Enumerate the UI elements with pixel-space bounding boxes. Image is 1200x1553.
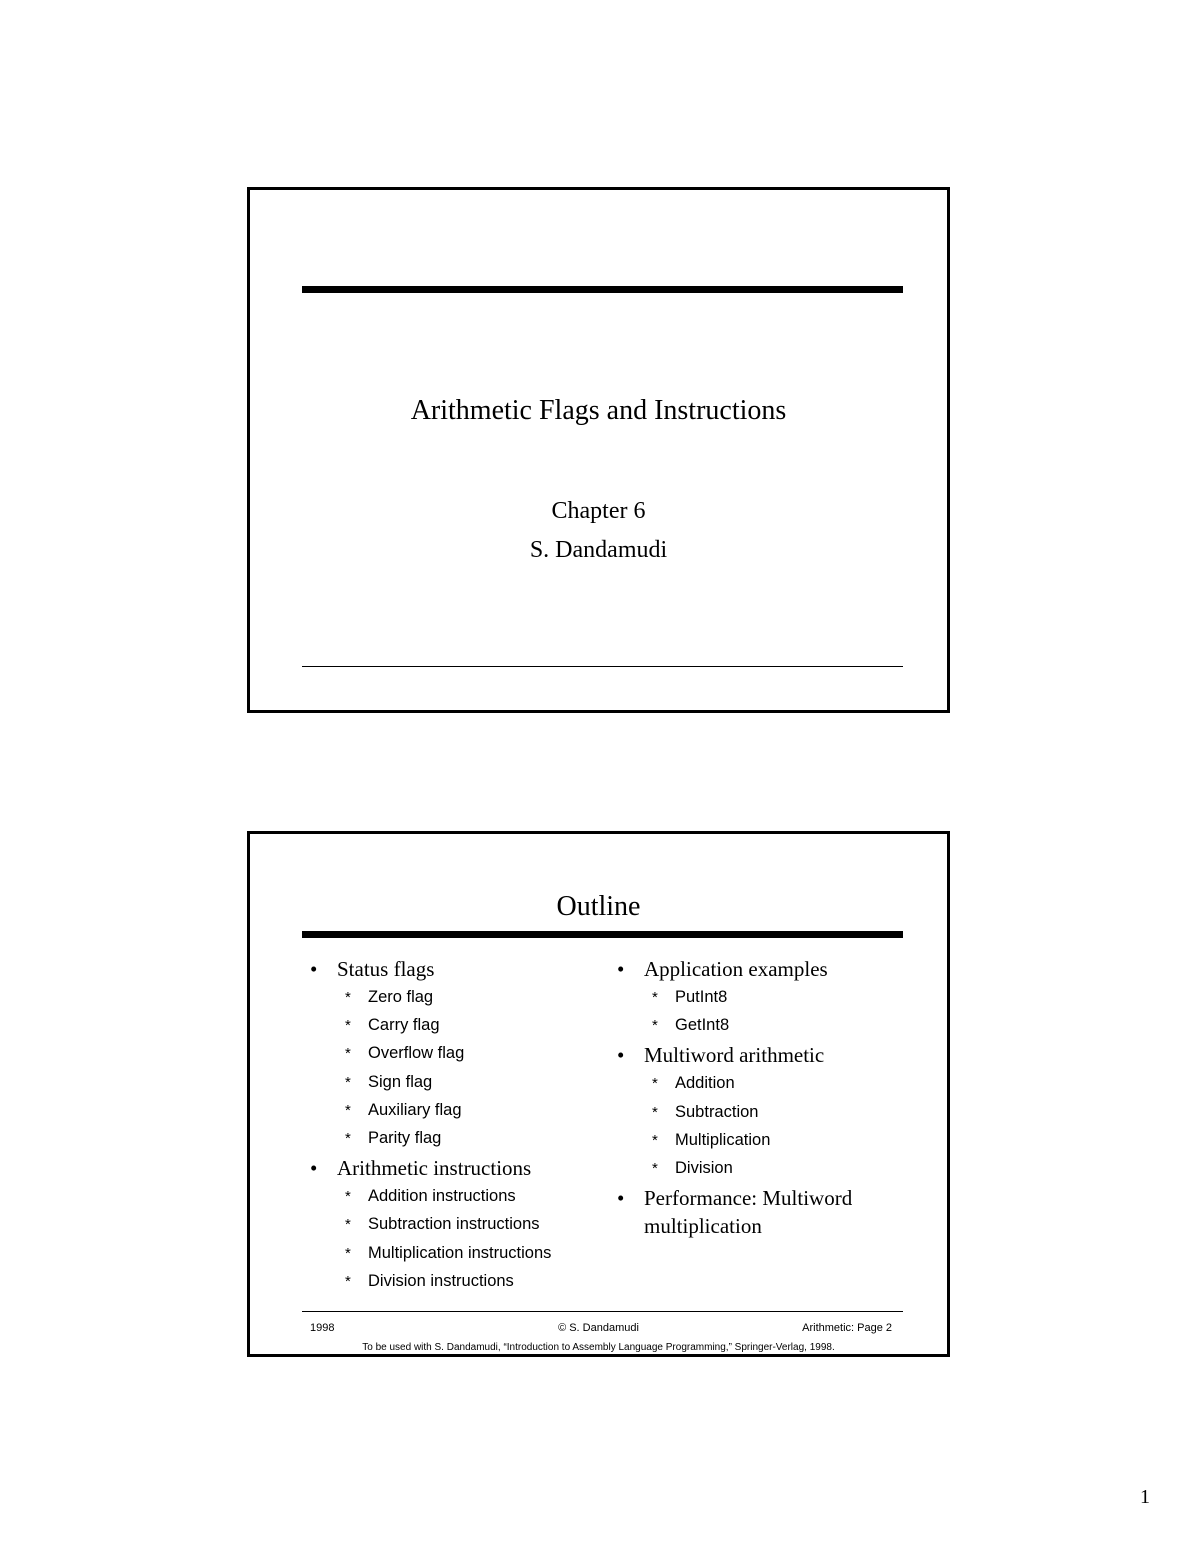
outline-subitem: * Parity flag [308,1124,598,1152]
outline-subitem: * PutInt8 [615,983,915,1011]
outline-subitem: * Overflow flag [308,1039,598,1067]
author-name: S. Dandamudi [529,537,668,563]
outline-subitem: * Sign flag [308,1068,598,1096]
outline-subitem: * Multiplication [615,1126,915,1154]
outline-item: • Application examples [615,955,915,983]
presentation-title: Arithmetic Flags and Instructions [410,395,787,426]
outline-subitem: * Carry flag [308,1011,598,1039]
title-rule-top [302,286,903,293]
outline-item: • Performance: Multiword multiplication [615,1184,915,1240]
outline-subitem: * Auxiliary flag [308,1096,598,1124]
outline-item: • Status flags [308,955,598,983]
outline-subitem: * Subtraction instructions [308,1210,598,1238]
title-rule-bottom [302,666,903,667]
slide-outline [247,831,950,1357]
outline-subitem: * Addition instructions [308,1182,598,1210]
footer-page-label: Arithmetic: Page 2 [802,1322,892,1334]
outline-subitem: * Division instructions [308,1267,598,1295]
footer-copyright: © S. Dandamudi [558,1322,639,1334]
footer-year: 1998 [310,1322,335,1334]
heading-rule [302,931,903,938]
footer-rule [302,1311,903,1312]
footer-credit: To be used with S. Dandamudi, “Introduction to Assembly Language Programming,” Springer-Verlag, 1998. [362,1342,835,1353]
slide-heading: Outline [556,891,641,922]
outline-subitem: * Addition [615,1069,915,1097]
chapter-label: Chapter 6 [551,498,646,524]
outline-item: • Multiword arithmetic [615,1041,915,1069]
page-number: 1 [1140,1486,1150,1508]
outline-subitem: * GetInt8 [615,1011,915,1039]
outline-subitem: * Subtraction [615,1098,915,1126]
outline-subitem: * Division [615,1154,915,1182]
outline-item: • Arithmetic instructions [308,1154,598,1182]
outline-subitem: * Zero flag [308,983,598,1011]
slide-title [247,187,950,713]
outline-subitem: * Multiplication instructions [308,1239,598,1267]
outline-right-column [615,953,915,1240]
outline-left-column [308,953,598,1295]
